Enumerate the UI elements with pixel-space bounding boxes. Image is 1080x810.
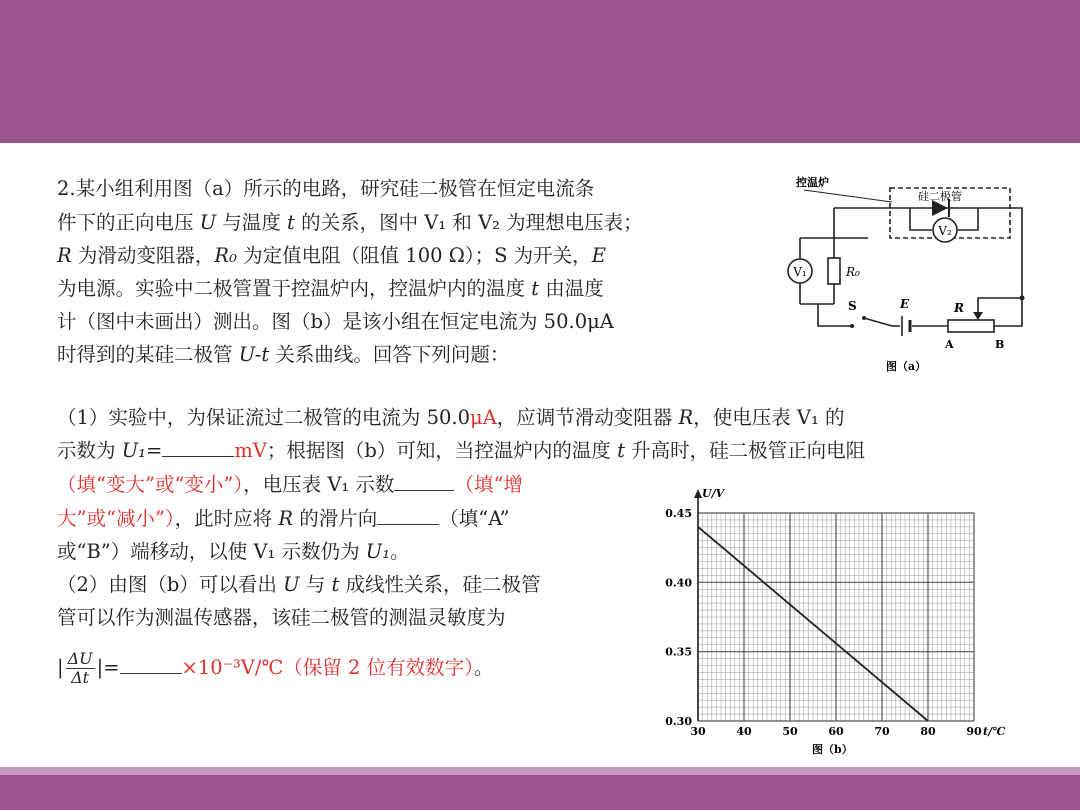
part1-line-3: （填“变大”或“变小”），电压表 V₁ 示数 （填“增 bbox=[57, 473, 523, 496]
label-b: B bbox=[995, 338, 1005, 351]
caption-fig-a: 图（a） bbox=[886, 360, 927, 373]
label-v1: V₁ bbox=[793, 265, 807, 279]
label-diode: 硅二极管 bbox=[918, 190, 962, 203]
intro-line-5: 计（图中未画出）测出。图（b）是该小组在恒定电流为 50.0μA bbox=[57, 310, 614, 333]
ut-chart bbox=[652, 485, 1022, 765]
footer-band bbox=[0, 775, 1080, 810]
resistor-r0-icon bbox=[828, 258, 840, 284]
label-v2: V₂ bbox=[938, 224, 952, 238]
intro-line-3: R 为滑动变阻器，R₀ 为定值电阻（阻值 100 Ω）；S 为开关，E bbox=[57, 244, 606, 267]
y-tick-label: 0.30 bbox=[665, 715, 692, 728]
label-furnace: 控温炉 bbox=[796, 176, 829, 189]
y-tick-label: 0.35 bbox=[665, 645, 692, 659]
part1-line-1: （1）实验中，为保证流过二极管的电流为 50.0μA，应调节滑动变阻器 R，使电压表 V₁ 的 bbox=[57, 406, 845, 429]
label-a: A bbox=[945, 338, 954, 351]
label-r: R bbox=[954, 301, 964, 315]
x-tick-label: 70 bbox=[874, 725, 890, 738]
chart-xlabel: t/℃ bbox=[983, 725, 1006, 738]
sensitivity-fraction: $\frac{\Delta U}{\Delta t}$ bbox=[67, 649, 93, 687]
switch-icon bbox=[862, 316, 866, 320]
wire-rheostat-right bbox=[994, 298, 1022, 326]
rheostat-icon bbox=[948, 320, 994, 332]
answer-blank-v1-change[interactable] bbox=[394, 472, 454, 491]
answer-blank-sensitivity[interactable] bbox=[120, 655, 182, 674]
header-band bbox=[0, 0, 1080, 143]
x-tick-label: 80 bbox=[920, 725, 936, 738]
x-tick-label: 50 bbox=[782, 725, 798, 738]
y-tick-label: 0.45 bbox=[665, 507, 692, 520]
answer-blank-u1[interactable] bbox=[162, 438, 234, 457]
x-tick-label: 30 bbox=[690, 725, 706, 738]
part2-line-2: 管可以作为测温传感器，该硅二极管的测温灵敏度为 bbox=[57, 606, 506, 629]
wire-switch-battery bbox=[864, 318, 900, 326]
y-tick-label: 0.40 bbox=[665, 576, 692, 590]
answer-blank-direction[interactable] bbox=[377, 506, 439, 525]
wire-slider bbox=[978, 298, 1022, 316]
chart-tick-labels bbox=[665, 507, 982, 738]
chart-ylabel: U/V bbox=[702, 487, 725, 500]
intro-line-2: 件下的正向电压 U 与温度 t 的关系，图中 V₁ 和 V₂ 为理想电压表； bbox=[57, 211, 643, 234]
part2-line-1: （2）由图（b）可以看出 U 与 t 成线性关系，硅二极管 bbox=[57, 573, 541, 596]
intro-line-1: 2.某小组利用图（a）所示的电路，研究硅二极管在恒定电流条 bbox=[57, 177, 595, 200]
x-tick-label: 60 bbox=[828, 725, 844, 738]
x-tick-label: 90 bbox=[966, 725, 982, 738]
circuit-diagram bbox=[782, 168, 1032, 378]
label-s: S bbox=[848, 299, 857, 313]
part2-line-3: | $\frac{\Delta U}{\Delta t}$ |= ×10⁻³V/℃（保留 2 位有效数字）。 bbox=[57, 649, 494, 687]
x-tick-label: 40 bbox=[736, 725, 752, 738]
y-axis-arrow-icon bbox=[694, 489, 702, 498]
footer-stripe bbox=[0, 767, 1080, 775]
furnace-pointer-line bbox=[804, 190, 892, 202]
label-r0: R₀ bbox=[846, 265, 860, 279]
intro-line-6: 时得到的某硅二极管 U-t 关系曲线。回答下列问题： bbox=[57, 343, 510, 366]
caption-fig-b: 图（b） bbox=[812, 743, 853, 756]
part1-line-5: 或“B”）端移动，以使 V₁ 示数仍为 U₁。 bbox=[57, 540, 410, 563]
label-e: E bbox=[900, 297, 910, 311]
intro-line-4: 为电源。实验中二极管置于控温炉内，控温炉内的温度 t 由温度 bbox=[57, 277, 604, 300]
part1-line-2: 示数为 U₁= mV；根据图（b）可知，当控温炉内的温度 t 升高时，硅二极管正向电阻 bbox=[57, 439, 866, 462]
slider-arrow-icon bbox=[973, 312, 983, 320]
wire-to-switch bbox=[818, 304, 850, 326]
part1-line-4: 大”或“减小”），此时应将 R 的滑片向 （填“A” bbox=[57, 507, 510, 530]
wire-top-right bbox=[834, 208, 1022, 298]
